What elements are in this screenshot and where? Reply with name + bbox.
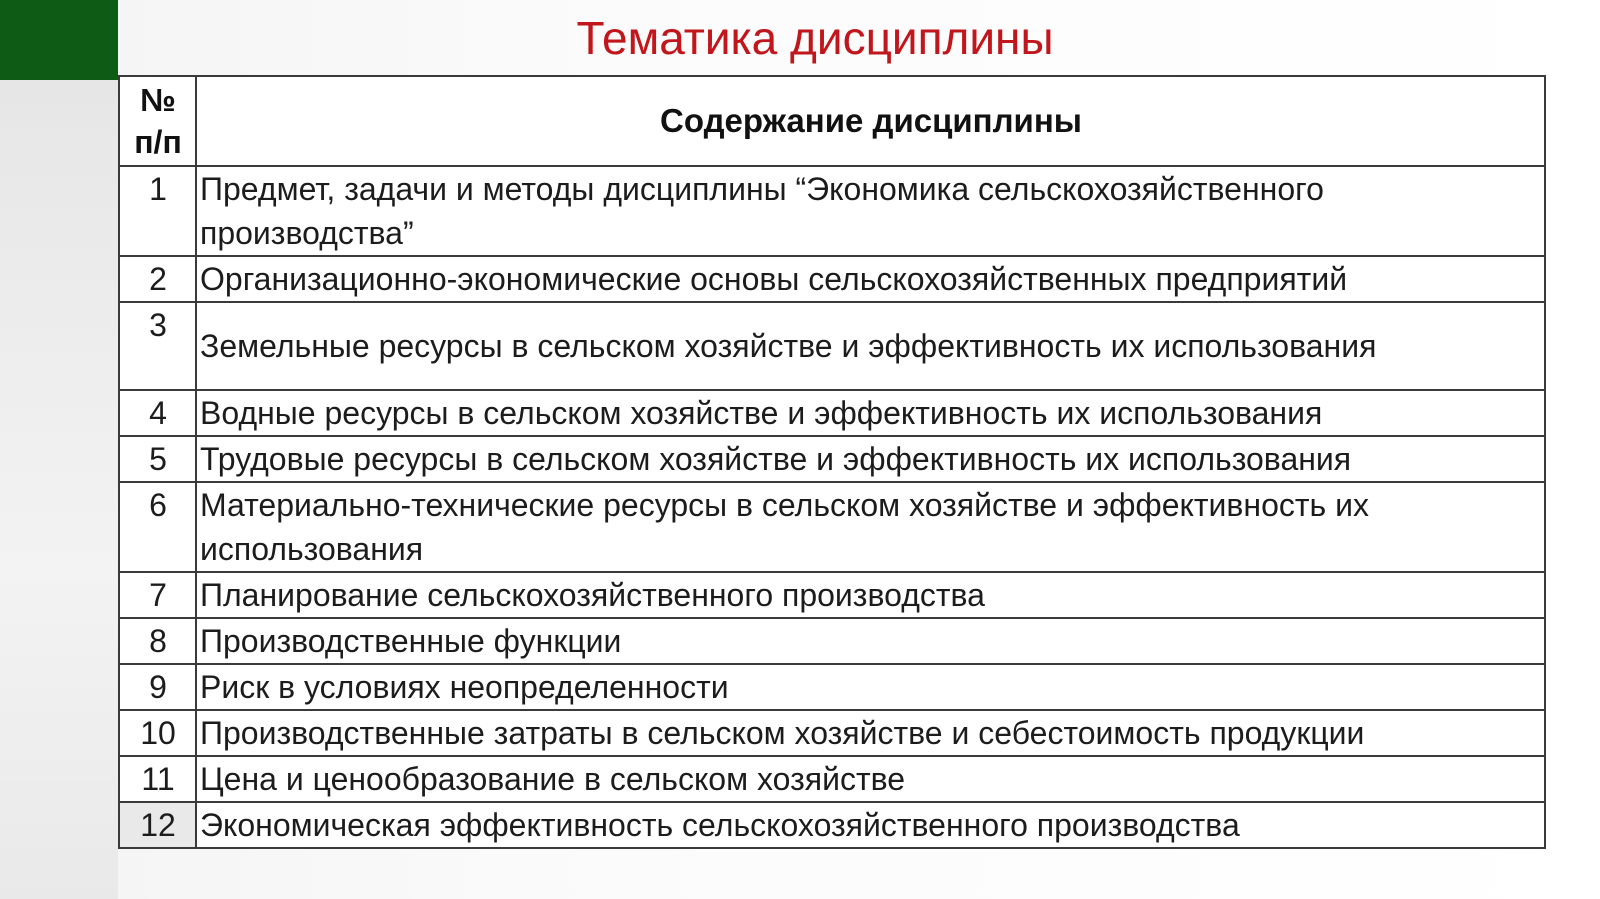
table-row xyxy=(119,802,1545,848)
table-row xyxy=(119,482,1545,572)
row-topic: Цена и ценообразование в сельском хозяйстве xyxy=(196,756,1545,802)
row-number: 8 xyxy=(119,618,196,664)
row-number: 3 xyxy=(119,302,196,390)
row-topic: Организационно-экономические основы сельскохозяйственных предприятий xyxy=(196,256,1545,302)
table-header-row xyxy=(119,76,1545,166)
row-number: 6 xyxy=(119,482,196,572)
slide-title: Тематика дисциплины xyxy=(576,12,1054,64)
row-topic: Водные ресурсы в сельском хозяйстве и эффективность их использования xyxy=(196,390,1545,436)
row-topic: Планирование сельскохозяйственного производства xyxy=(196,572,1545,618)
row-number: 12 xyxy=(119,802,196,848)
header-content: Содержание дисциплины xyxy=(196,76,1545,166)
table-row xyxy=(119,256,1545,302)
row-topic: Производственные функции xyxy=(196,618,1545,664)
row-number: 9 xyxy=(119,664,196,710)
table-row xyxy=(119,618,1545,664)
table-row xyxy=(119,710,1545,756)
row-topic: Риск в условиях неопределенности xyxy=(196,664,1545,710)
topics-table xyxy=(118,75,1546,849)
row-number: 7 xyxy=(119,572,196,618)
table-row xyxy=(119,390,1545,436)
row-topic: Материально-технические ресурсы в сельском хозяйстве и эффективность их использования xyxy=(196,482,1545,572)
row-topic: Экономическая эффективность сельскохозяйственного производства xyxy=(196,802,1545,848)
row-number: 11 xyxy=(119,756,196,802)
table-row xyxy=(119,166,1545,256)
table-row xyxy=(119,664,1545,710)
green-corner-block xyxy=(0,0,118,80)
row-number: 2 xyxy=(119,256,196,302)
left-gray-strip xyxy=(0,80,118,899)
table-row xyxy=(119,302,1545,390)
table-row xyxy=(119,756,1545,802)
row-topic: Предмет, задачи и методы дисциплины “Экономика сельскохозяйственного производства” xyxy=(196,166,1545,256)
row-topic: Трудовые ресурсы в сельском хозяйстве и эффективность их использования xyxy=(196,436,1545,482)
row-number: 10 xyxy=(119,710,196,756)
header-number: № п/п xyxy=(119,76,196,166)
row-number: 5 xyxy=(119,436,196,482)
row-topic: Производственные затраты в сельском хозяйстве и себестоимость продукции xyxy=(196,710,1545,756)
table-row xyxy=(119,436,1545,482)
row-number: 4 xyxy=(119,390,196,436)
row-number: 1 xyxy=(119,166,196,256)
row-topic: Земельные ресурсы в сельском хозяйстве и эффективность их использования xyxy=(196,302,1545,390)
table-row xyxy=(119,572,1545,618)
